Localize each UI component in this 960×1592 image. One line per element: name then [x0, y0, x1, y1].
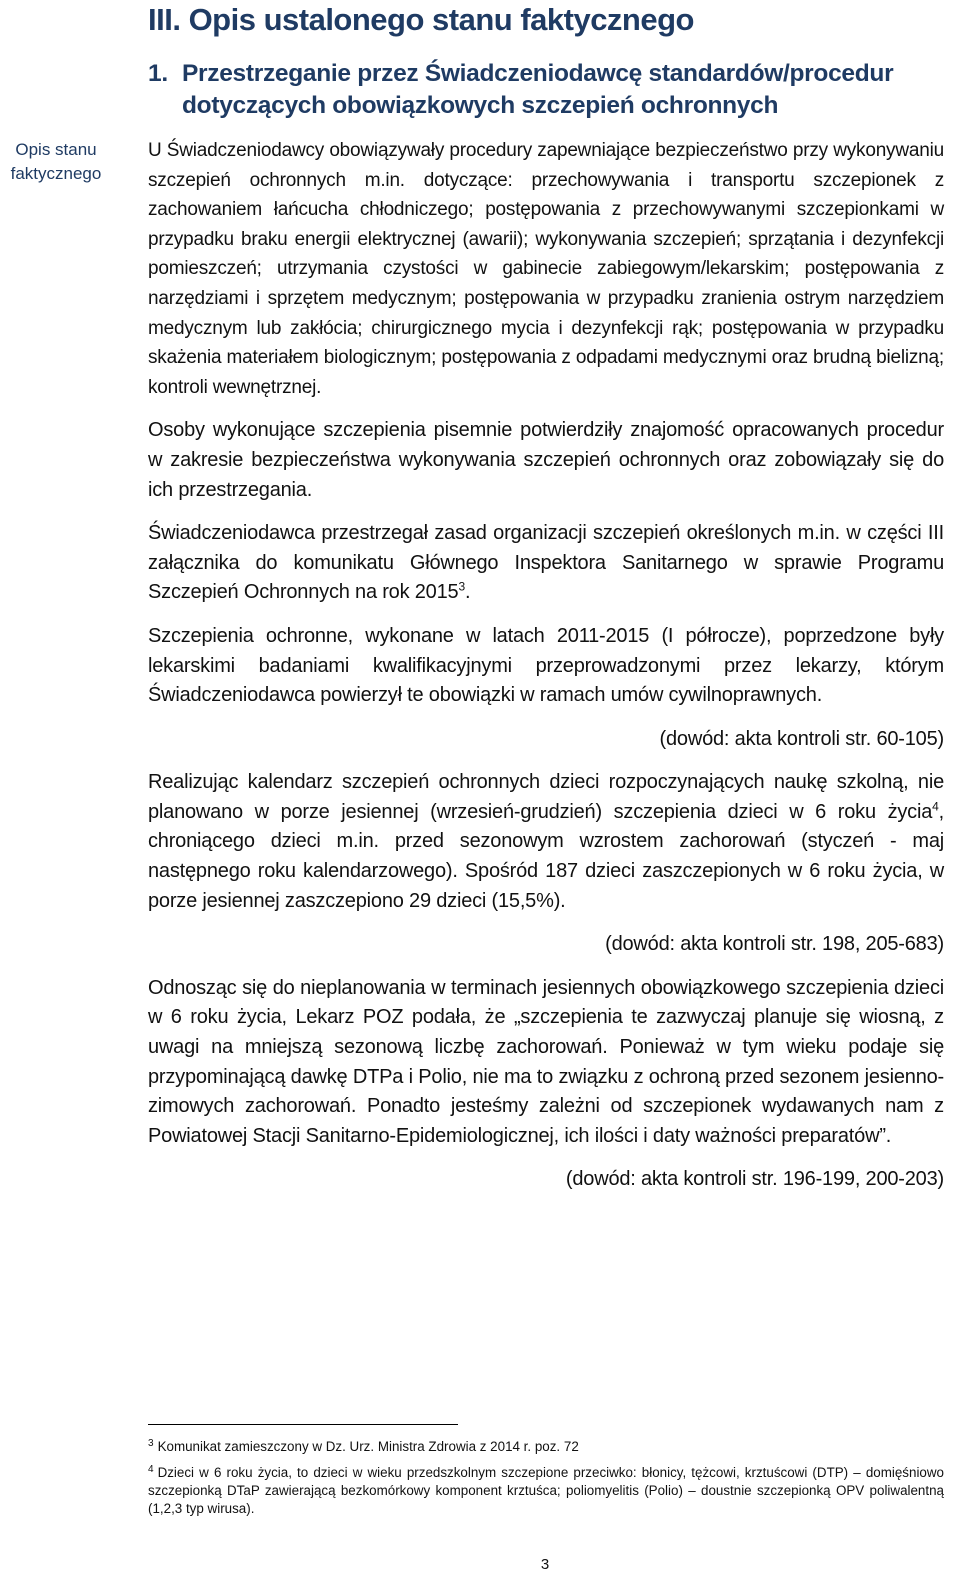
- footnote-ref-4[interactable]: 4: [932, 799, 939, 814]
- paragraph-calendar: [148, 768, 944, 916]
- evidence-1: (dowód: akta kontroli str. 60-105): [659, 727, 944, 750]
- main-content: [148, 136, 944, 1209]
- subsection-heading: [148, 58, 948, 122]
- footnote-number: 3: [148, 1437, 154, 1449]
- paragraph-procedures: U Świadczeniodawcy obowiązywały procedury zapewniające bezpieczeństwo przy wykonywaniu szczepień ochronnych m.in. dotyczące: przechowywania i transportu szczepionek z zachowaniem łańcucha chłodniczego; postępowania z przechowywanymi szczepionkami w przypadku braku energii elektrycznej (awarii); wykonywania szczepień; sprzątania i dezynfekcji pomieszczeń; utrzymania czystości w gabinecie zabiegowym/lekarskim; postępowania z narzędziami i sprzętem medycznym; postępowania w przypadku zranienia ostrym narzędziem medycznym lub zakłócia; chirurgicznego mycia i dezynfekcji rąk; postępowania w przypadku skażenia materiałem biologicznym; postępowania z odpadami medycznymi oraz brudną bielizną; kontroli wewnętrznej.: [148, 140, 944, 398]
- paragraph-calendar-text-a: Realizując kalendarz szczepień ochronnych dzieci rozpoczynających naukę szkolną, nie planowano w porze jesiennej (wrzesień-grudzień) szczepienia dzieci w 6 roku życia: [148, 771, 944, 823]
- footnote-number: 4: [148, 1463, 154, 1475]
- subsection-number: 1.: [148, 60, 168, 87]
- paragraph-explanation: Odnosząc się do nieplanowania w terminach jesiennych obowiązkowego szczepienia dzieci w 6 roku życia, Lekarz POZ podała, że „szczepienia te zazwyczaj planuje się wiosną, z uwagi na mniejszą sezonową liczbę zachorowań. Ponieważ w tym wieku podaje się przypominającą dawkę DTPa i Polio, nie ma to związku z ochroną przed sezonem jesienno-zimowych zachorowań. Ponadto jesteśmy zależni od szczepionek wydawanych nam z Powiatowej Stacji Sanitarno-Epidemiologicznej, ich ilości i daty ważności preparatów”.: [148, 976, 944, 1147]
- side-label: Opis stanu faktycznego: [10, 140, 102, 183]
- footnote-divider: [148, 1424, 458, 1425]
- paragraph-confirmation: Osoby wykonujące szczepienia pisemnie potwierdziły znajomość opracowanych procedur w zakresie bezpieczeństwa wykonywania szczepień ochronnych oraz zobowiązały się do ich przestrzegania.: [148, 419, 944, 501]
- footnote-text: Dzieci w 6 roku życia, to dzieci w wieku przedszkolnym szczepione przeciwko: błonicy, tężcowi, krztuścowi (DTP) – domięśniowo szczepionką DTaP zawierającą bezkomórkowy komponent krztuśca; poliomyelitis (Polio) – doustnie szczepionką OPV poliwalentną (1,2,3 typ wirusa).: [148, 1465, 944, 1516]
- footnote-4: [148, 1464, 944, 1518]
- paragraph-organization-end: .: [464, 581, 471, 604]
- footnote-ref-3[interactable]: 3: [458, 579, 465, 594]
- paragraph-organization: [148, 519, 944, 608]
- paragraph-calendar-text-b: , chroniącego dzieci m.in. przed sezonowym wzrostem zachorowań (styczeń - maj następnego roku kalendarzowego). Spośród 187 dzieci zaszczepionych w 6 roku życia, w porze jesiennej zaszczepiono 29 dzieci (15,5%).: [148, 800, 944, 912]
- section-title: III. Opis ustalonego stanu faktycznego: [148, 2, 694, 37]
- paragraph-organization-text: Świadczeniodawca przestrzegał zasad organizacji szczepień określonych m.in. w części III załącznika do komunikatu Głównego Inspektora Sanitarnego w sprawie Programu Szczepień Ochronnych na rok 2015: [148, 522, 944, 604]
- evidence-2: (dowód: akta kontroli str. 198, 205-683): [605, 933, 944, 956]
- page-number: 3: [540, 1556, 550, 1573]
- footnote-text: Komunikat zamieszczony w Dz. Urz. Ministra Zdrowia z 2014 r. poz. 72: [157, 1439, 579, 1454]
- footnote-3: [148, 1438, 944, 1456]
- evidence-3: (dowód: akta kontroli str. 196-199, 200-203): [565, 1168, 944, 1191]
- subsection-title: Przestrzeganie przez Świadczeniodawcę standardów/procedur dotyczących obowiązkowych szczepień ochronnych: [182, 60, 894, 119]
- paragraph-qualification: Szczepienia ochronne, wykonane w latach 2011-2015 (I półrocze), poprzedzone były lekarskimi badaniami kwalifikacyjnymi przeprowadzonymi przez lekarzy, którym Świadczeniodawca powierzył te obowiązki w ramach umów cywilnoprawnych.: [148, 624, 944, 707]
- footnotes: [148, 1438, 944, 1526]
